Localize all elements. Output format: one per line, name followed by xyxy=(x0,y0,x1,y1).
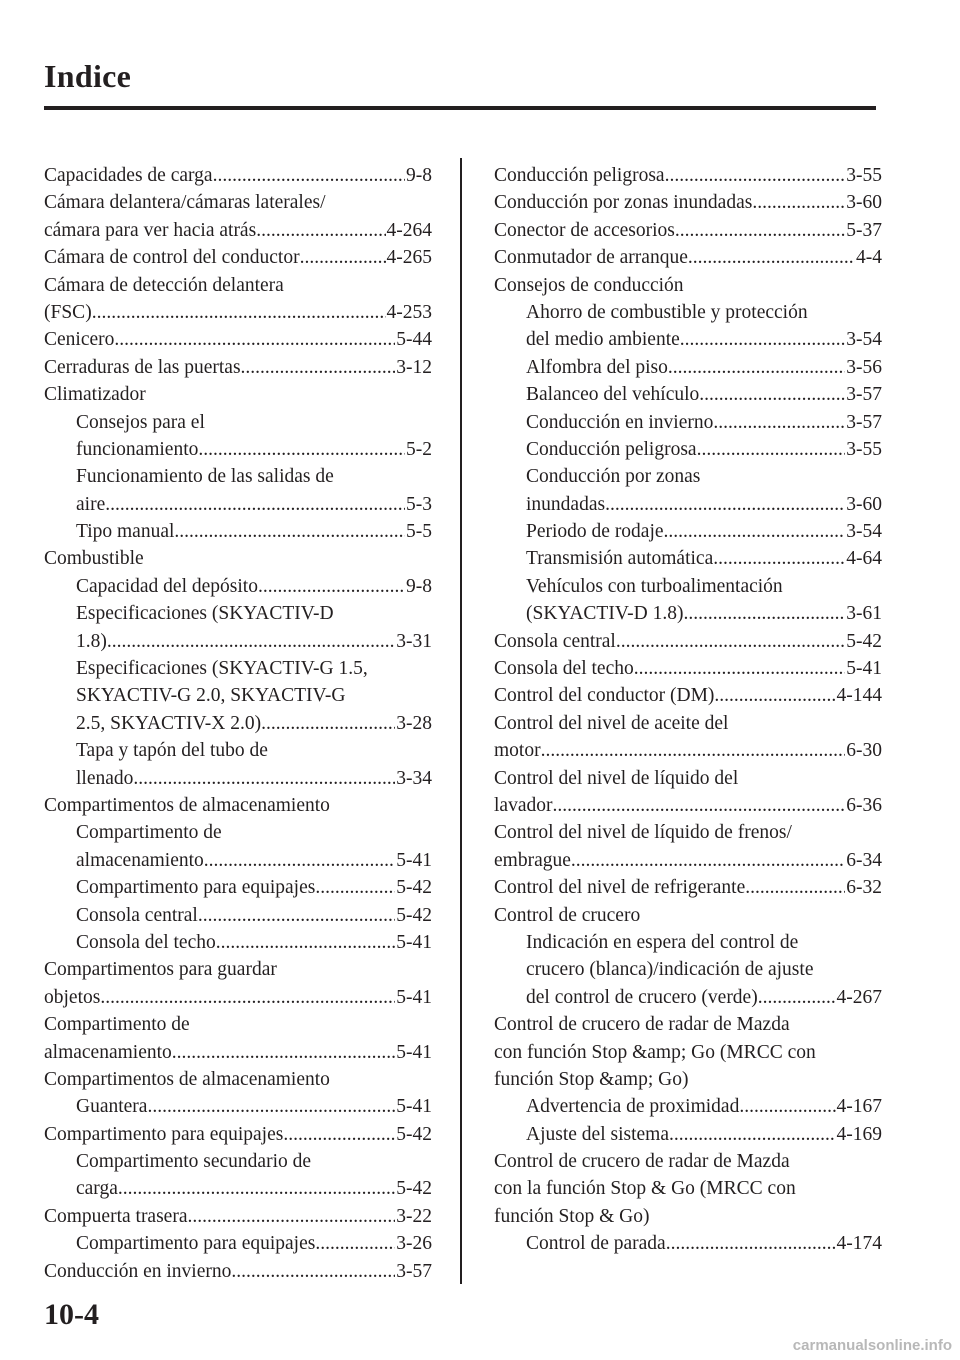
index-entry-page: 5-42 xyxy=(396,877,432,899)
index-column-right xyxy=(494,162,882,1258)
watermark: carmanualsonline.info xyxy=(792,1337,952,1354)
index-entry-page: 6-36 xyxy=(846,794,882,816)
index-entry xyxy=(494,737,882,764)
index-entry-label: Periodo de rodaje xyxy=(526,521,664,543)
dot-leader xyxy=(739,1093,835,1120)
index-entry xyxy=(494,874,882,901)
dot-leader xyxy=(198,902,395,929)
index-entry xyxy=(494,1093,882,1120)
header-divider xyxy=(44,106,876,110)
index-entry-label: 2.5, SKYACTIV-X 2.0) xyxy=(76,712,262,734)
index-entry-page: 5-41 xyxy=(396,986,432,1008)
index-entry-page: 5-41 xyxy=(396,1041,432,1063)
index-entry xyxy=(494,545,882,572)
index-entry-text: Consejos de conducción xyxy=(494,274,684,296)
index-entry xyxy=(44,1121,432,1148)
index-entry-text: Compartimentos de almacenamiento xyxy=(44,794,330,816)
index-entry-page: 3-60 xyxy=(846,493,882,515)
index-entry-label: Transmisión automática xyxy=(526,548,714,570)
index-entry-page: 5-41 xyxy=(396,1096,432,1118)
index-entry-page: 5-5 xyxy=(406,521,432,543)
index-entry-text: Compartimentos de almacenamiento xyxy=(44,1068,330,1090)
dot-leader xyxy=(668,354,845,381)
index-entry-label: almacenamiento xyxy=(76,849,204,871)
index-entry xyxy=(44,902,432,929)
index-entry-label: Control del conductor (DM) xyxy=(494,685,715,707)
index-entry xyxy=(494,162,882,189)
index-entry-label: Conducción peligrosa xyxy=(494,165,665,186)
index-entry-text: Tapa y tapón del tubo de xyxy=(76,740,268,762)
index-entry-text: Indicación en espera del control de xyxy=(526,931,799,953)
dot-leader xyxy=(204,847,395,874)
index-entry-label: cámara para ver hacia atrás xyxy=(44,219,257,241)
index-entry-label: inundadas xyxy=(526,493,606,515)
index-entry-label: Balanceo del vehículo xyxy=(526,384,700,406)
index-entry-text: Cámara de detección delantera xyxy=(44,274,284,296)
index-entry-page: 4-253 xyxy=(386,301,432,323)
index-entry-label: funcionamiento xyxy=(76,438,199,460)
index-entry-text: Compartimento de xyxy=(76,822,222,844)
index-entry-text: Consejos para el xyxy=(76,411,205,433)
index-entry-label: del medio ambiente xyxy=(526,329,680,351)
index-entry xyxy=(44,162,432,189)
dot-leader xyxy=(688,244,855,271)
dot-leader xyxy=(714,682,835,709)
index-entry-text: Compartimento de xyxy=(44,1014,190,1036)
index-entry-label: Compartimento para equipajes xyxy=(76,877,316,899)
index-entry-page: 3-12 xyxy=(396,356,432,378)
index-entry-page: 5-37 xyxy=(846,219,882,241)
index-entry-label: Compartimento para equipajes xyxy=(44,1123,284,1145)
dot-leader xyxy=(283,1121,395,1148)
index-entry-text: Combustible xyxy=(44,548,144,570)
dot-leader xyxy=(261,710,395,737)
index-entry xyxy=(44,847,432,874)
dot-leader xyxy=(605,491,845,518)
index-entry-page: 3-61 xyxy=(846,603,882,625)
dot-leader xyxy=(107,628,395,655)
dot-leader xyxy=(118,1175,395,1202)
index-entry-page: 3-34 xyxy=(396,767,432,789)
index-entry xyxy=(44,1258,432,1285)
index-entry xyxy=(44,436,432,463)
index-entry xyxy=(494,409,882,436)
index-entry-label: Conducción por zonas inundadas xyxy=(494,192,753,214)
index-entry xyxy=(494,628,882,655)
index-entry xyxy=(494,1230,882,1257)
index-entry-text: Control de crucero de radar de Mazda xyxy=(494,1151,790,1173)
dot-leader xyxy=(664,518,846,545)
index-entry-text: Control de crucero xyxy=(494,904,641,926)
index-entry-label: Tipo manual xyxy=(76,521,175,543)
index-entry-text: Especificaciones (SKYACTIV-D xyxy=(76,603,334,625)
dot-leader xyxy=(666,1230,836,1257)
index-entry-page: 3-22 xyxy=(396,1205,432,1227)
index-entry-label: lavador xyxy=(494,794,553,816)
dot-leader xyxy=(315,874,395,901)
dot-leader xyxy=(683,600,845,627)
index-entry xyxy=(494,491,882,518)
index-entry xyxy=(44,1230,432,1257)
dot-leader xyxy=(198,436,405,463)
index-entry xyxy=(44,929,432,956)
index-entry xyxy=(44,244,432,271)
dot-leader xyxy=(745,874,845,901)
index-entry-page: 4-265 xyxy=(386,247,432,269)
index-entry-text: Control del nivel de aceite del xyxy=(494,712,729,734)
index-entry-label: Consola del techo xyxy=(76,931,216,953)
index-entry-page: 3-54 xyxy=(846,329,882,351)
index-entry-label: Consola central xyxy=(76,904,198,926)
index-entry-label: Control de parada xyxy=(526,1233,666,1255)
index-entry-text: Vehículos con turboalimentación xyxy=(526,575,783,597)
index-entry-label: Guantera xyxy=(76,1096,148,1118)
index-entry-page: 3-57 xyxy=(846,384,882,406)
index-entry-label: Compuerta trasera xyxy=(44,1205,188,1227)
index-entry-text: crucero (blanca)/indicación de ajuste xyxy=(526,959,814,981)
index-entry xyxy=(494,326,882,353)
index-entry-page: 5-42 xyxy=(846,630,882,652)
index-entry-page: 3-60 xyxy=(846,192,882,214)
page-number: 10-4 xyxy=(44,1298,99,1331)
index-entry-page: 5-41 xyxy=(396,931,432,953)
dot-leader xyxy=(680,326,845,353)
index-entry-page: 6-30 xyxy=(846,740,882,762)
index-entry-text: con función Stop &amp; Go (MRCC con xyxy=(494,1041,816,1063)
index-entry xyxy=(44,217,432,244)
index-entry-label: motor xyxy=(494,740,541,762)
index-entry-text: Control del nivel de líquido del xyxy=(494,767,739,789)
index-entry-label: Conducción en invierno xyxy=(526,411,714,433)
index-entry-text: SKYACTIV-G 2.0, SKYACTIV-G xyxy=(76,685,346,707)
index-entry xyxy=(44,628,432,655)
index-entry-text: con la función Stop & Go (MRCC con xyxy=(494,1178,796,1200)
dot-leader xyxy=(100,984,395,1011)
dot-leader xyxy=(697,436,846,463)
index-entry-text: Control del nivel de líquido de frenos/ xyxy=(494,822,792,844)
index-entry-label: del control de crucero (verde) xyxy=(526,986,758,1008)
dot-leader xyxy=(133,765,395,792)
index-entry-page: 3-31 xyxy=(396,630,432,652)
index-entry xyxy=(494,436,882,463)
index-entry xyxy=(44,1093,432,1120)
dot-leader xyxy=(665,162,846,189)
index-entry xyxy=(44,1175,432,1202)
dot-leader xyxy=(616,628,845,655)
dot-leader xyxy=(541,737,846,764)
index-entry-page: 3-55 xyxy=(846,165,882,186)
index-entry-page: 5-41 xyxy=(396,849,432,871)
index-entry-page: 3-55 xyxy=(846,438,882,460)
index-entry-text: Compartimentos para guardar xyxy=(44,959,277,981)
index-entry-page: 5-42 xyxy=(396,904,432,926)
dot-leader xyxy=(187,1203,395,1230)
index-entry-page: 3-57 xyxy=(846,411,882,433)
index-entry-page: 9-8 xyxy=(406,575,432,597)
index-entry-page: 5-2 xyxy=(406,438,432,460)
index-entry-page: 4-169 xyxy=(836,1123,882,1145)
index-entry xyxy=(494,244,882,271)
index-entry-label: Capacidades de carga xyxy=(44,165,213,186)
index-entry-label: Alfombra del piso xyxy=(526,356,668,378)
index-entry-page: 4-167 xyxy=(836,1096,882,1118)
dot-leader xyxy=(713,409,845,436)
index-entry xyxy=(494,655,882,682)
index-entry-label: Compartimento para equipajes xyxy=(76,1233,316,1255)
index-entry-page: 3-26 xyxy=(396,1233,432,1255)
index-entry-text: Funcionamiento de las salidas de xyxy=(76,466,334,488)
index-entry-text: función Stop &amp; Go) xyxy=(494,1068,689,1090)
index-entry-text: Climatizador xyxy=(44,384,146,406)
index-entry-page: 5-41 xyxy=(846,658,882,680)
dot-leader xyxy=(147,1093,395,1120)
index-entry-text: Conducción por zonas xyxy=(526,466,701,488)
index-entry xyxy=(494,217,882,244)
index-entry xyxy=(494,354,882,381)
index-entry-page: 4-4 xyxy=(856,247,882,269)
dot-leader xyxy=(231,1258,395,1285)
dot-leader xyxy=(675,217,845,244)
dot-leader xyxy=(300,244,386,271)
index-entry xyxy=(494,792,882,819)
index-entry-page: 3-54 xyxy=(846,521,882,543)
dot-leader xyxy=(241,354,396,381)
index-entry-label: aire xyxy=(76,493,106,515)
index-entry-label: Cenicero xyxy=(44,329,115,351)
index-entry xyxy=(44,710,432,737)
index-column-left xyxy=(44,162,432,1285)
index-entry-label: Cerraduras de las puertas xyxy=(44,356,241,378)
index-entry-label: Conducción peligrosa xyxy=(526,438,697,460)
dot-leader xyxy=(216,929,396,956)
index-entry-page: 6-32 xyxy=(846,877,882,899)
index-entry-page: 4-144 xyxy=(836,685,882,707)
index-entry xyxy=(44,1039,432,1066)
index-entry-text: Ahorro de combustible y protección xyxy=(526,301,808,323)
index-entry xyxy=(494,381,882,408)
dot-leader xyxy=(315,1230,395,1257)
index-entry xyxy=(44,984,432,1011)
index-entry-page: 5-3 xyxy=(406,493,432,515)
index-entry-page: 5-42 xyxy=(396,1178,432,1200)
dot-leader xyxy=(634,655,846,682)
index-entry xyxy=(44,299,432,326)
dot-leader xyxy=(713,545,845,572)
index-entry-label: embrague xyxy=(494,849,571,871)
index-entry-page: 4-264 xyxy=(386,219,432,241)
dot-leader xyxy=(213,162,405,189)
index-entry-label: Capacidad del depósito xyxy=(76,575,258,597)
index-entry-label: llenado xyxy=(76,767,134,789)
index-entry-label: Ajuste del sistema xyxy=(526,1123,669,1145)
dot-leader xyxy=(758,984,836,1011)
index-entry xyxy=(494,518,882,545)
index-entry xyxy=(494,847,882,874)
dot-leader xyxy=(258,573,405,600)
index-entry xyxy=(494,1121,882,1148)
dot-leader xyxy=(114,326,395,353)
index-entry xyxy=(44,518,432,545)
index-entry-label: objetos xyxy=(44,986,101,1008)
dot-leader xyxy=(669,1121,836,1148)
index-entry xyxy=(44,874,432,901)
dot-leader xyxy=(752,189,845,216)
index-entry-page: 6-34 xyxy=(846,849,882,871)
dot-leader xyxy=(92,299,386,326)
index-entry-page: 9-8 xyxy=(406,165,432,186)
index-entry-page: 5-42 xyxy=(396,1123,432,1145)
index-entry xyxy=(44,491,432,518)
index-entry-label: Consola central xyxy=(494,630,616,652)
index-entry-text: Compartimento secundario de xyxy=(76,1151,312,1173)
dot-leader xyxy=(699,381,845,408)
index-entry-page: 4-174 xyxy=(836,1233,882,1255)
page-title: Indice xyxy=(44,58,132,94)
index-entry-label: Consola del techo xyxy=(494,658,634,680)
index-entry xyxy=(494,984,882,1011)
index-entry-page: 5-44 xyxy=(396,329,432,351)
index-entry xyxy=(494,682,882,709)
index-entry xyxy=(44,765,432,792)
index-entry-label: Advertencia de proximidad xyxy=(526,1096,740,1118)
dot-leader xyxy=(174,518,405,545)
index-entry xyxy=(44,326,432,353)
index-entry xyxy=(494,189,882,216)
index-entry-label: (FSC) xyxy=(44,301,92,323)
index-entry-page: 4-64 xyxy=(846,548,882,570)
dot-leader xyxy=(105,491,405,518)
index-entry-label: Conmutador de arranque xyxy=(494,247,688,269)
index-entry-text: Cámara delantera/cámaras laterales/ xyxy=(44,192,326,214)
index-entry-label: 1.8) xyxy=(76,630,107,652)
index-entry-text: Especificaciones (SKYACTIV-G 1.5, xyxy=(76,658,368,680)
column-divider xyxy=(460,158,462,1284)
index-entry-label: Control del nivel de refrigerante xyxy=(494,877,746,899)
dot-leader xyxy=(571,847,845,874)
index-entry xyxy=(44,354,432,381)
index-entry-label: carga xyxy=(76,1178,118,1200)
index-entry-page: 3-28 xyxy=(396,712,432,734)
index-entry-label: Cámara de control del conductor xyxy=(44,247,300,269)
index-entry-text: Control de crucero de radar de Mazda xyxy=(494,1014,790,1036)
index-entry-page: 4-267 xyxy=(836,986,882,1008)
index-entry-page: 3-56 xyxy=(846,356,882,378)
dot-leader xyxy=(256,217,385,244)
index-entry-label: almacenamiento xyxy=(44,1041,172,1063)
dot-leader xyxy=(172,1039,395,1066)
dot-leader xyxy=(552,792,845,819)
index-entry xyxy=(44,1203,432,1230)
index-entry-label: (SKYACTIV-D 1.8) xyxy=(526,603,684,625)
index-entry xyxy=(494,600,882,627)
index-entry-label: Conector de accesorios xyxy=(494,219,675,241)
index-entry xyxy=(44,573,432,600)
index-entry-page: 3-57 xyxy=(396,1260,432,1282)
index-entry-label: Conducción en invierno xyxy=(44,1260,232,1282)
index-entry-text: función Stop & Go) xyxy=(494,1205,650,1227)
